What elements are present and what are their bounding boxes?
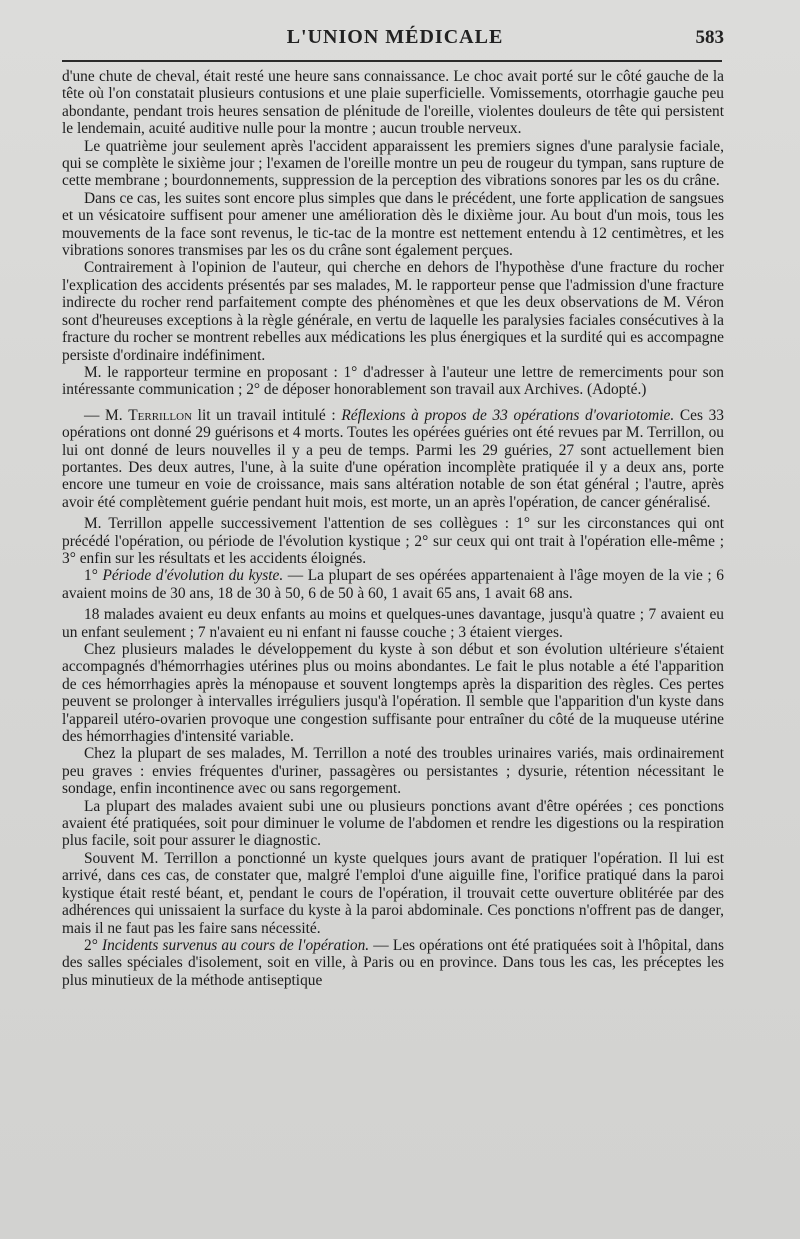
- paragraph-7-text: M. Terrillon appelle successivement l'attention de ses collègues : 1° sur les circonstances qui ont précédé l'opération, ou période de l'évolution kystique ; 2° sur ceux qui ont trait à l'opération elle-même ; 3° enfin sur les résultats et les accidents éloignés.: [62, 515, 724, 567]
- paragraph-6: [62, 407, 724, 511]
- paragraph-9-text: 18 malades avaient eu deux enfants au moins et quelques-unes davantage, jusqu'à quatre ; 7 avaient eu un enfant seulement ; 7 n'avaient eu ni enfant ni fausse couche ; 3 étaient vierges.: [62, 606, 724, 641]
- paragraph-10-text: Chez plusieurs malades le développement du kyste à son début et son évolution ultérieure s'étaient accompagnés d'hémorrhagies utérines plus ou moins abondantes. Le fait le plus notable a été l'apparition de ces hémorrhagies après la ménopause et souvent longtemps après la disparition des règles. Ces pertes peuvent se prolonger à intervalles irréguliers jusqu'à l'opération. Il semble que l'apparition d'un kyste dans l'appareil utéro-ovarien provoque une congestion suffisante pour entraîner du côté de la muqueuse utérine des hémorrhagies d'intensité variable.: [62, 641, 724, 746]
- paragraph-13-text: Souvent M. Terrillon a ponctionné un kyste quelques jours avant de pratiquer l'opération. Il lui est arrivé, dans ces cas, de constater que, malgré l'emploi d'une aiguille fine, l'orifice pratiqué dans la paroi kystique était resté béant, et, pendant le cours de l'opération, il trouvait cette ouverture oblitérée par des adhérences qui unissaient la surface du kyste à la paroi abdominale. Ces ponctions n'offrent pas de danger, mais il ne faut pas les faire sans nécessité.: [62, 849, 724, 937]
- paragraph-7: [62, 515, 724, 567]
- paragraph-1: [62, 68, 724, 138]
- paragraph-6-middle: lit un travail intitulé :: [192, 406, 342, 424]
- author-name: Terrillon: [128, 406, 193, 424]
- paragraph-14: [62, 937, 724, 989]
- paragraph-5-text: M. le rapporteur termine en proposant : 1° d'adresser à l'auteur une lettre de remerciments pour son intéressante communication ; 2° de déposer honorablement son travail aux Archives. (Adopté.): [62, 363, 724, 399]
- paragraph-12: [62, 798, 724, 850]
- header-rule: [62, 60, 722, 62]
- paragraph-9: [62, 606, 724, 641]
- paragraph-3: [62, 190, 724, 260]
- paragraph-12-text: La plupart des malades avaient subi une ou plusieurs ponctions avant d'être opérées ; ces ponctions avaient été pratiquées, soit pour diminuer le volume de l'abdomen et rendre les digestions ou la respiration plus facile, soit pour assurer le diagnostic.: [62, 797, 724, 850]
- paragraph-6-text: Ces 33 opérations ont donné 29 guérisons et 4 morts. Toutes les opérées guéries ont été revues par M. Terrillon, ou lui ont donné de leurs nouvelles il y a peu de temps. Parmi les 29 guéries, 27 sont actuellement bien portantes. Des deux autres, l'une, à la suite d'une opération incomplète pratiquée il y a deux ans, porte encore une tumeur en voie de croissance, mais sans altération notable de son état général ; l'autre, après avoir été complètement guérie pendant huit mois, est morte, un an après l'opération, de cancer généralisé.: [62, 406, 724, 511]
- paragraph-2: [62, 138, 724, 190]
- paragraph-11: [62, 745, 724, 797]
- paragraph-14-prefix: 2°: [84, 936, 102, 954]
- paragraph-8-text: — La plupart de ses opérées appartenaient à l'âge moyen de la vie ; 6 avaient moins de 30 ans, 18 de 30 à 50, 6 de 50 à 60, 1 avait 65 ans, 1 avait 68 ans.: [62, 567, 724, 602]
- paragraph-2-text: Le quatrième jour seulement après l'accident apparaissent les premiers signes d'une paralysie faciale, qui se complète le sixième jour ; l'examen de l'oreille montre un peu de rougeur du tympan, sans rupture de cette membrane ; bourdonnements, suppression de la perception des vibrations sonores par les os du crâne.: [62, 137, 724, 190]
- running-title: L'UNION MÉDICALE: [286, 26, 504, 48]
- paragraph-11-text: Chez la plupart de ses malades, M. Terrillon a noté des troubles urinaires variés, mais ordinairement peu graves : envies fréquentes d'uriner, passagères ou persistantes ; dysurie, rétention nécessitant le sondage, enfin incontinence avec ou sans regorgement.: [62, 745, 724, 798]
- page-number: 583: [695, 27, 724, 48]
- article-body: [62, 68, 724, 989]
- paragraph-3-text: Dans ce cas, les suites sont encore plus simples que dans le précédent, une forte application de sangsues et un vésicatoire suffisent pour amener une amélioration dès le dixième jour. Au bout d'un mois, tous les mouvements de la face sont revenus, le tic-tac de la montre est nettement entendu à 12 centimètres, et les vibrations sonores transmises par les os du crâne sont également perçues.: [62, 189, 724, 260]
- paragraph-10: [62, 641, 724, 745]
- paragraph-8: [62, 567, 724, 602]
- paragraph-5: [62, 364, 724, 399]
- section-heading-1: Période d'évolution du kyste.: [102, 567, 284, 585]
- paragraph-14-text: — Les opérations ont été pratiquées soit à l'hôpital, dans des salles spéciales d'isolement, soit en ville, à Paris ou en province. Dans tous les cas, les préceptes les plus minutieux de la méthode antiseptique: [62, 936, 724, 989]
- paragraph-4-text: Contrairement à l'opinion de l'auteur, qui cherche en dehors de l'hypothèse d'une fracture du rocher l'explication des accidents présentés par ses malades, M. le rapporteur pense que l'admission d'une fracture indirecte du rocher rend parfaitement compte des phénomènes et que les deux observations de M. Véron sont d'heureuses exceptions à la règle générale, en vertu de laquelle les paralysies faciales consécutives à la fracture du rocher se montrent rebelles aux médications les plus énergiques et la surdité qui es accompagne persiste d'ordinaire indéfiniment.: [62, 259, 724, 364]
- paragraph-1-text: d'une chute de cheval, était resté une heure sans connaissance. Le choc avait porté sur le côté gauche de la tête où l'on constatait plusieurs contusions et une plaie superficielle. Vomissements, otorrhagie gauche peu abondante, pendant trois heures sensation de plénitude de l'oreille, violentes douleurs de tête qui persistent le lendemain, acuité auditive nulle pour la montre ; aucun trouble nerveux.: [62, 68, 724, 138]
- paragraph-4: [62, 259, 724, 363]
- section-heading-2: Incidents survenus au cours de l'opération.: [101, 936, 370, 954]
- paragraph-13: [62, 850, 724, 937]
- paragraph-6-prefix: — M.: [84, 406, 129, 424]
- page-header: [62, 26, 728, 56]
- paragraph-8-prefix: 1°: [84, 567, 103, 585]
- work-title: Réflexions à propos de 33 opérations d'ovariotomie.: [341, 406, 675, 424]
